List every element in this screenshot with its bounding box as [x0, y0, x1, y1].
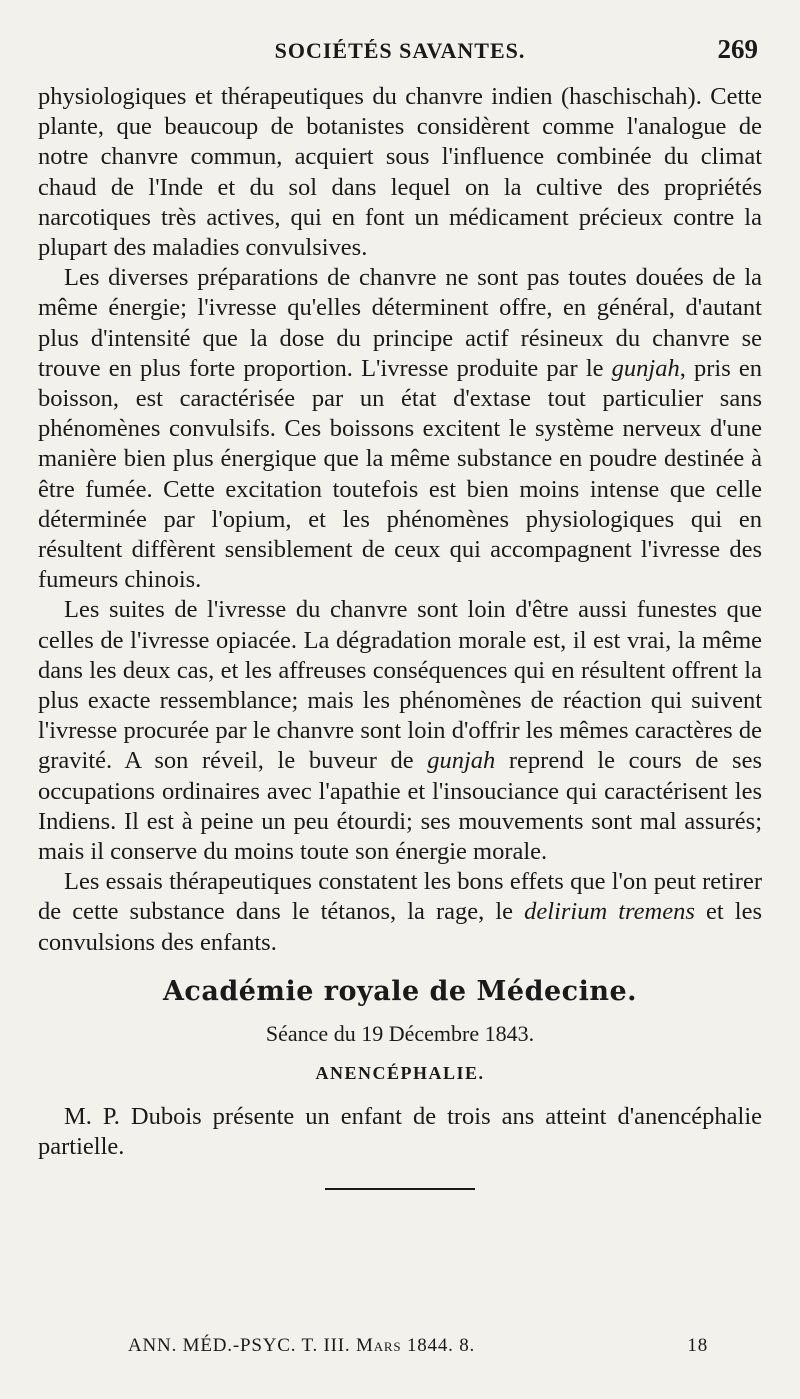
section-paragraph: M. P. Dubois présente un enfant de trois ans atteint d'anencéphalie partielle.: [38, 1102, 762, 1161]
paragraph-3-italic-term: gunjah: [427, 747, 496, 775]
running-head: [38, 32, 762, 82]
paragraph-2-text-a: Les diverses préparations de chanvre ne sont pas toutes douées de la même énergie; l'ivresse qu'elles déterminent offre, en général, d'autant plus d'intensité que la dose du principe actif résineux du chanvre se trouve en plus forte proportion. L'ivresse produite par le: [38, 264, 762, 382]
page: [38, 32, 762, 1190]
footer-sheet-number: 18: [687, 1335, 708, 1356]
footer-signature: ANN. MÉD.-PSYC. T. III. Mars 1844. 8.: [128, 1335, 476, 1356]
section-title: Académie royale de Médecine.: [162, 975, 638, 1007]
paragraph-4: [38, 867, 762, 958]
paragraph-1: physiologiques et thérapeutiques du chanvre indien (haschischah). Cette plante, que beaucoup de botanistes considèrent comme l'analogue de notre chanvre commun, acquiert sous l'influence combinée du climat chaud de l'Inde et du sol dans lequel on la cultive des propriétés narcotiques très actives, qui en font un médicament précieux contre la plupart des maladies convulsives.: [38, 83, 762, 262]
paragraph-2-text-c: , pris en boisson, est caractérisée par un état d'extase tout particulier sans phénomènes convulsifs. Ces boissons excitent le système nerveux d'une manière bien plus énergique que la même substance en poudre destinée à être fumée. Cette excitation toutefois est bien moins intense que celle déterminée par l'opium, et les phénomènes physiologiques qui en résultent diffèrent sensiblement de ceux qui accompagnent l'ivresse des fumeurs chinois.: [38, 354, 762, 594]
paragraph-2: [38, 263, 762, 595]
paragraph-4-text-a: Les essais thérapeutiques constatent les bons effets que l'on peut retirer de cette substance dans le tétanos, la rage, le: [38, 868, 762, 926]
paragraph-3: [38, 595, 762, 867]
closing-rule: [325, 1188, 475, 1190]
paragraph-2-italic-term: gunjah: [611, 354, 680, 382]
session-date: Séance du 19 Décembre 1843.: [265, 1020, 535, 1046]
section-block: [38, 976, 762, 1190]
paragraph-4-text-c: et les convulsions des enfants.: [38, 898, 762, 956]
page-number: 269: [717, 34, 758, 64]
paragraph-3-text-a: Les suites de l'ivresse du chanvre sont loin d'être aussi funestes que celles de l'ivresse opiacée. La dégradation morale est, il est vrai, la même dans les deux cas, et les affreuses conséquences qui en résultent offrent la plus exacte ressemblance; mais les phénomènes de réaction qui suivent l'ivresse procurée par le chanvre sont loin d'offrir les mêmes caractères de gravité. A son réveil, le buveur de: [38, 596, 762, 775]
paragraph-3-text-c: reprend le cours de ses occupations ordinaires avec l'apathie et l'insouciance qui caractérisent les Indiens. Il est à peine un peu étourdi; ses mouvements sont mal assurés; mais il conserve du moins toute son énergie morale.: [38, 747, 762, 866]
paragraph-4-italic-term: delirium tremens: [524, 898, 695, 926]
section-subtitle: ANENCÉPHALIE.: [315, 1062, 485, 1083]
running-head-title: SOCIÉTÉS SAVANTES.: [274, 38, 526, 63]
